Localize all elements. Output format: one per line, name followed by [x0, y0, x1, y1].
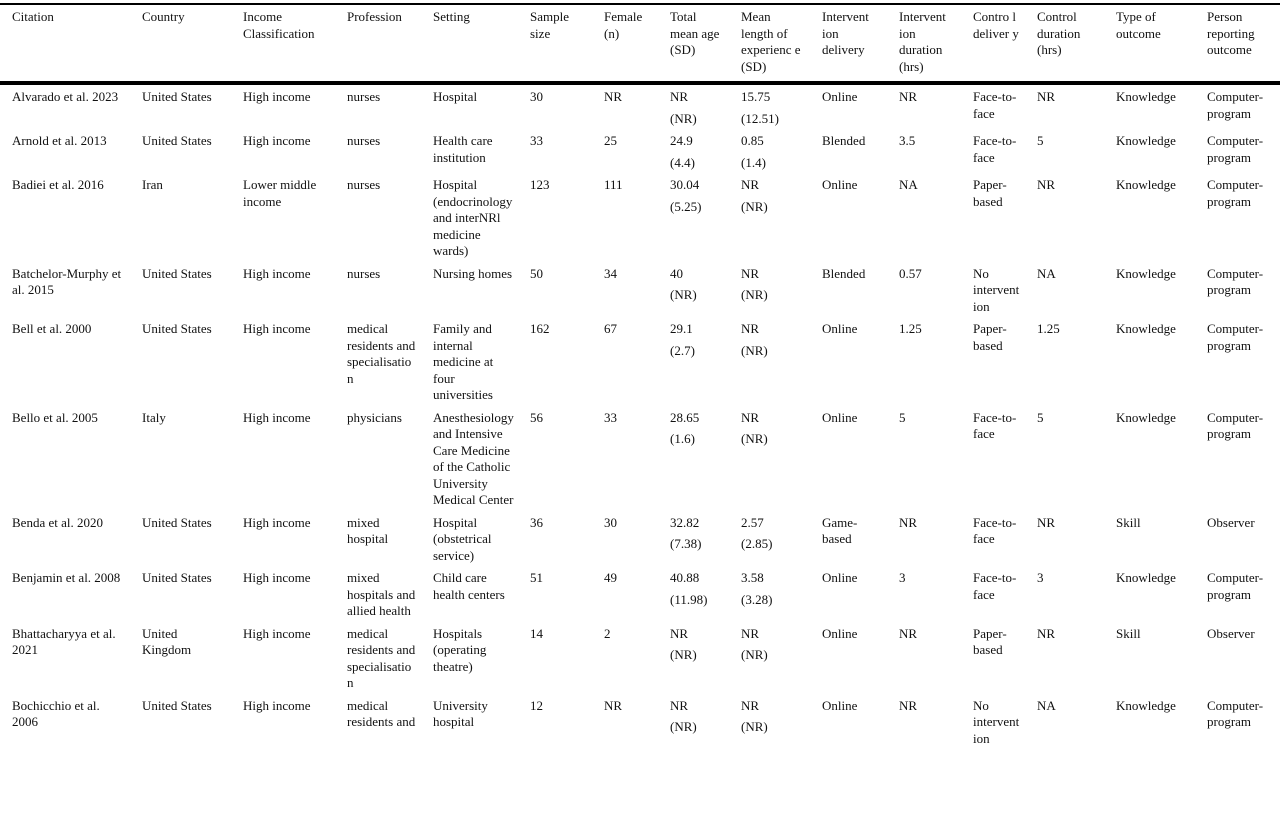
cell-reporter: Computer-program [1207, 265, 1264, 297]
cell-reporter: Computer-program [1207, 89, 1264, 121]
cell-outcome-type: Knowledge [1116, 89, 1176, 104]
experience-sd: (NR) [741, 287, 768, 302]
cell-control-duration: NR [1037, 177, 1056, 192]
table-row [0, 511, 1280, 567]
cell-profession: medical residents and [347, 697, 416, 729]
experience-mean: 0.85 [741, 133, 764, 148]
header-intervention-duration: Intervent ion duration (hrs) [899, 9, 946, 74]
cell-outcome-type: Knowledge [1116, 697, 1176, 713]
header-row [0, 4, 1280, 83]
cell-country: Iran [142, 177, 163, 192]
cell-citation: Bochicchio et al. 2006 [12, 697, 100, 729]
cell-reporter: Computer-program [1207, 409, 1264, 441]
cell-sample-size: 50 [530, 265, 543, 281]
cell-country: United States [142, 697, 212, 713]
header-person-reporting: Person reporting outcome [1207, 9, 1255, 57]
cell-country: United States [142, 133, 212, 148]
cell-setting: Hospitals (operating theatre) [433, 625, 487, 674]
cell-intervention-delivery: Blended [822, 133, 866, 148]
age-sd: (4.4) [670, 154, 695, 170]
cell-profession: mixed hospitals and allied health [347, 570, 416, 618]
cell-sample-size: 14 [530, 625, 543, 641]
cell-control-duration: NR [1037, 514, 1056, 530]
cell-experience [729, 511, 810, 567]
cell-sample-size: 12 [530, 697, 543, 713]
cell-setting: Hospital (obstetrical service) [433, 514, 492, 563]
cell-control-delivery: Face-to-face [973, 133, 1017, 165]
table-row [0, 317, 1280, 406]
experience-sd: (NR) [741, 647, 768, 662]
experience-sd: (1.4) [741, 154, 766, 170]
cell-country: United Kingdom [142, 625, 192, 657]
cell-experience [729, 406, 810, 511]
cell-country: United States [142, 89, 212, 104]
cell-setting: Health care institution [433, 133, 493, 165]
cell-control-delivery: Face-to-face [973, 89, 1017, 121]
cell-intervention-duration: 0.57 [899, 265, 922, 281]
table-row [0, 129, 1280, 173]
cell-reporter: Computer-program [1207, 697, 1264, 729]
cell-control-delivery: No intervention [973, 697, 1020, 746]
header-type-of-outcome: Type of outcome [1116, 9, 1161, 41]
cell-income: High income [243, 625, 311, 641]
age-sd: (2.7) [670, 342, 695, 358]
cell-profession: nurses [347, 133, 381, 148]
cell-age [658, 262, 729, 318]
age-sd: (NR) [670, 719, 697, 734]
cell-country: United States [142, 321, 212, 336]
table-row [0, 406, 1280, 511]
cell-income: High income [243, 409, 311, 425]
cell-income: High income [243, 89, 311, 104]
cell-control-delivery: Paper-based [973, 321, 1007, 353]
experience-sd: (NR) [741, 198, 768, 214]
cell-experience [729, 622, 810, 694]
cell-sample-size: 123 [530, 177, 550, 192]
age-mean: NR [670, 625, 689, 641]
age-sd: (1.6) [670, 431, 695, 446]
header-mean-experience: Mean length of experienc e (SD) [741, 9, 801, 74]
cell-female: 2 [604, 625, 611, 641]
experience-sd: (NR) [741, 719, 768, 734]
cell-control-duration: NA [1037, 265, 1056, 281]
cell-intervention-duration: 3.5 [899, 133, 916, 148]
cell-intervention-delivery: Game-based [822, 514, 858, 546]
cell-profession: nurses [347, 177, 381, 192]
cell-outcome-type: Knowledge [1116, 409, 1176, 425]
cell-intervention-delivery: Online [822, 697, 858, 713]
cell-outcome-type: Knowledge [1116, 321, 1176, 336]
cell-experience [729, 83, 810, 129]
cell-setting: Child care health centers [433, 570, 505, 602]
age-mean: 40 [670, 265, 683, 281]
experience-sd: (12.51) [741, 110, 779, 126]
cell-intervention-delivery: Online [822, 625, 858, 641]
header-total-mean-age: Total mean age (SD) [670, 9, 720, 57]
cell-reporter: Observer [1207, 514, 1255, 530]
cell-age [658, 511, 729, 567]
cell-reporter: Computer-program [1207, 570, 1264, 602]
experience-mean: NR [741, 321, 760, 336]
cell-control-duration: NR [1037, 89, 1056, 104]
cell-income: High income [243, 570, 311, 585]
table-row [0, 566, 1280, 622]
cell-income: High income [243, 321, 311, 336]
age-sd: (NR) [670, 287, 697, 302]
cell-setting: Hospital (endocrinology and interNRl medicine wards) [433, 177, 513, 258]
cell-female: 111 [604, 177, 623, 192]
experience-mean: NR [741, 177, 760, 192]
cell-female: 49 [604, 570, 617, 585]
cell-age [658, 317, 729, 406]
cell-sample-size: 36 [530, 514, 543, 530]
cell-citation: Arnold et al. 2013 [12, 133, 107, 148]
cell-female: 67 [604, 321, 617, 336]
cell-age [658, 173, 729, 262]
cell-age [658, 129, 729, 173]
age-sd: (7.38) [670, 536, 702, 551]
experience-mean: NR [741, 265, 760, 281]
cell-citation: Bello et al. 2005 [12, 409, 98, 425]
cell-experience [729, 129, 810, 173]
experience-sd: (3.28) [741, 591, 773, 607]
age-sd: (5.25) [670, 198, 702, 214]
cell-age [658, 406, 729, 511]
age-mean: NR [670, 697, 689, 713]
age-mean: 30.04 [670, 177, 700, 192]
cell-intervention-duration: 3 [899, 570, 906, 585]
experience-mean: NR [741, 697, 760, 713]
cell-control-delivery: Face-to-face [973, 514, 1017, 546]
table-header [0, 4, 1280, 83]
header-income-classification: Income Classification [243, 9, 315, 41]
cell-income: High income [243, 697, 311, 713]
cell-experience [729, 173, 810, 262]
table-row [0, 173, 1280, 262]
cell-outcome-type: Skill [1116, 514, 1141, 530]
cell-citation: Alvarado et al. 2023 [12, 89, 119, 104]
cell-intervention-duration: 1.25 [899, 321, 922, 336]
cell-female: NR [604, 89, 623, 104]
cell-reporter: Computer-program [1207, 177, 1264, 209]
experience-mean: 3.58 [741, 570, 764, 585]
header-control-delivery: Contro l deliver y [973, 9, 1019, 41]
cell-reporter: Computer-program [1207, 321, 1264, 353]
cell-intervention-delivery: Online [822, 321, 858, 336]
cell-intervention-duration: 5 [899, 409, 906, 425]
cell-intervention-delivery: Blended [822, 265, 866, 281]
cell-control-duration: 5 [1037, 133, 1044, 148]
cell-citation: Benjamin et al. 2008 [12, 570, 121, 585]
experience-mean: 2.57 [741, 514, 764, 530]
age-sd: (NR) [670, 647, 697, 662]
cell-sample-size: 30 [530, 89, 543, 104]
header-citation: Citation [12, 9, 54, 24]
age-mean: 24.9 [670, 133, 693, 148]
cell-female: 33 [604, 409, 617, 425]
cell-setting: Family and internal medicine at four universities [433, 321, 494, 402]
cell-age [658, 694, 729, 750]
cell-female: 30 [604, 514, 617, 530]
cell-age [658, 83, 729, 129]
cell-reporter: Computer-program [1207, 133, 1264, 165]
cell-citation: Bhattacharyya et al. 2021 [12, 625, 116, 657]
header-sample-size: Sample size [530, 9, 569, 41]
experience-sd: (NR) [741, 431, 768, 446]
cell-income: High income [243, 265, 311, 281]
experience-sd: (2.85) [741, 536, 773, 551]
cell-control-duration: 1.25 [1037, 321, 1060, 336]
cell-country: United States [142, 265, 212, 281]
cell-female: NR [604, 697, 623, 713]
cell-sample-size: 162 [530, 321, 550, 336]
cell-control-duration: 5 [1037, 409, 1044, 425]
cell-female: 25 [604, 133, 617, 148]
cell-sample-size: 51 [530, 570, 543, 585]
cell-outcome-type: Knowledge [1116, 177, 1176, 192]
cell-intervention-delivery: Online [822, 570, 858, 585]
cell-intervention-duration: NR [899, 625, 918, 641]
cell-control-duration: NR [1037, 625, 1056, 641]
cell-outcome-type: Knowledge [1116, 265, 1176, 281]
header-female: Female (n) [604, 9, 643, 41]
header-country: Country [142, 9, 185, 24]
cell-control-delivery: Paper-based [973, 625, 1007, 657]
cell-country: United States [142, 570, 212, 585]
experience-mean: NR [741, 625, 760, 641]
cell-control-delivery: Face-to-face [973, 409, 1017, 441]
age-mean: NR [670, 89, 689, 104]
cell-sample-size: 56 [530, 409, 543, 425]
cell-outcome-type: Knowledge [1116, 133, 1176, 148]
table-row [0, 694, 1280, 750]
cell-citation: Bell et al. 2000 [12, 321, 92, 336]
age-sd: (NR) [670, 110, 697, 126]
experience-mean: NR [741, 409, 760, 425]
cell-citation: Badiei et al. 2016 [12, 177, 104, 192]
cell-intervention-duration: NA [899, 177, 918, 192]
cell-intervention-delivery: Online [822, 409, 858, 425]
cell-control-delivery: No intervention [973, 265, 1020, 314]
age-mean: 29.1 [670, 321, 693, 336]
cell-age [658, 622, 729, 694]
cell-female: 34 [604, 265, 617, 281]
cell-sample-size: 33 [530, 133, 543, 148]
cell-intervention-duration: NR [899, 514, 918, 530]
header-profession: Profession [347, 9, 402, 24]
cell-profession: mixed hospital [347, 514, 389, 546]
table-row [0, 622, 1280, 694]
cell-outcome-type: Skill [1116, 625, 1141, 641]
experience-sd: (NR) [741, 342, 768, 358]
cell-intervention-duration: NR [899, 89, 918, 104]
table-row [0, 83, 1280, 129]
cell-profession: physicians [347, 409, 402, 425]
cell-citation: Benda et al. 2020 [12, 514, 103, 530]
cell-income: High income [243, 133, 311, 148]
cell-profession: nurses [347, 265, 381, 281]
cell-control-delivery: Face-to-face [973, 570, 1017, 602]
cell-control-duration: NA [1037, 697, 1056, 713]
age-sd: (11.98) [670, 591, 708, 607]
cell-age [658, 566, 729, 622]
table-body [0, 83, 1280, 749]
cell-experience [729, 566, 810, 622]
cell-intervention-duration: NR [899, 697, 918, 713]
cell-setting: University hospital [433, 697, 488, 729]
cell-intervention-delivery: Online [822, 89, 858, 104]
age-mean: 40.88 [670, 570, 700, 585]
cell-citation: Batchelor-Murphy et al. 2015 [12, 265, 122, 297]
header-intervention-delivery: Intervent ion delivery [822, 9, 869, 57]
cell-outcome-type: Knowledge [1116, 570, 1176, 585]
cell-setting: Anesthesiology and Intensive Care Medicine of the Catholic University Medical Center [433, 409, 514, 507]
cell-country: Italy [142, 409, 166, 425]
age-mean: 28.65 [670, 409, 700, 425]
experience-mean: 15.75 [741, 89, 771, 104]
cell-experience [729, 694, 810, 750]
table-row [0, 262, 1280, 318]
header-setting: Setting [433, 9, 470, 24]
cell-experience [729, 262, 810, 318]
cell-control-delivery: Paper-based [973, 177, 1007, 209]
study-characteristics-table [0, 3, 1280, 749]
cell-country: United States [142, 514, 212, 530]
cell-reporter: Observer [1207, 625, 1255, 641]
age-mean: 32.82 [670, 514, 700, 530]
cell-profession: medical residents and specialisation [347, 625, 416, 690]
cell-income: Lower middle income [243, 177, 317, 209]
cell-experience [729, 317, 810, 406]
header-control-duration: Control duration (hrs) [1037, 9, 1081, 57]
cell-control-duration: 3 [1037, 570, 1044, 585]
cell-profession: medical residents and specialisation [347, 321, 416, 386]
cell-profession: nurses [347, 89, 381, 104]
cell-setting: Hospital [433, 89, 478, 104]
cell-setting: Nursing homes [433, 265, 513, 281]
cell-income: High income [243, 514, 311, 530]
cell-intervention-delivery: Online [822, 177, 858, 192]
